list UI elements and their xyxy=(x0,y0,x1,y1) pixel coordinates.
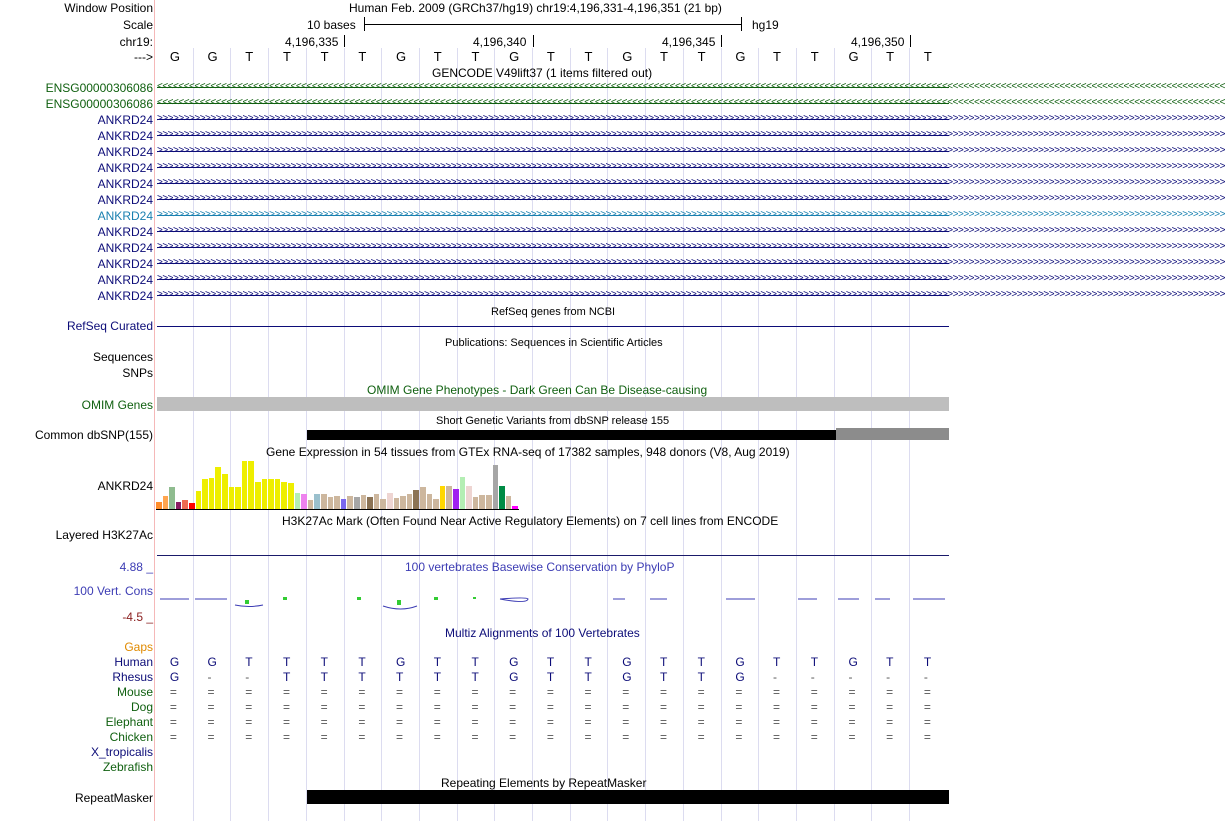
strand-arrows: <<<<<<<<<<<<<<<<<<<<<<<<<<<<<<<<<<<<<<<<<<<<<<<<<<<<<<<<<<<<<<<<<<<<<<<<<<<<<<<<<<<<<<<<<<<<<<<<<<<<<<<<<<<<<<<<<<<<<<<<<<<<<<<<<<<<<<<<<<<<<<<<<<<<<<<<<<<<<<<<<<<<<<<<<<<<<<<<<<<<<<<<<<<<<<<<<<<<<<<< xyxy=(157,97,1225,108)
aligned-base: = xyxy=(848,730,856,744)
gtex-tissue-bar[interactable] xyxy=(420,487,426,509)
conservation-mark xyxy=(357,597,361,600)
conservation-wiggle xyxy=(155,590,950,618)
strand-arrows: >>>>>>>>>>>>>>>>>>>>>>>>>>>>>>>>>>>>>>>>>>>>>>>>>>>>>>>>>>>>>>>>>>>>>>>>>>>>>>>>>>>>>>>>>>>>>>>>>>>>>>>>>>>>>>>>>>>>>>>>>>>>>>>>>>>>>>>>>>>>>>>>>>>>>>>>>>>>>>>>>>>>>>>>>>>>>>>>>>>>>>>>>>>>>>>>>>>>>>>> xyxy=(157,193,1225,204)
gtex-tissue-bar[interactable] xyxy=(407,494,413,509)
aligned-base: = xyxy=(245,685,253,699)
gencode-transcript-label[interactable]: ANKRD24 xyxy=(97,289,153,303)
assembly-position-text: Human Feb. 2009 (GRCh37/hg19) chr19:4,196,331-4,196,351 (21 bp) xyxy=(349,1,722,15)
conservation-min-label: -4.5 _ xyxy=(122,610,153,624)
position-tick-label: 4,196,340 xyxy=(473,35,527,49)
gencode-transcript-label[interactable]: ANKRD24 xyxy=(97,129,153,143)
strand-arrows: >>>>>>>>>>>>>>>>>>>>>>>>>>>>>>>>>>>>>>>>>>>>>>>>>>>>>>>>>>>>>>>>>>>>>>>>>>>>>>>>>>>>>>>>>>>>>>>>>>>>>>>>>>>>>>>>>>>>>>>>>>>>>>>>>>>>>>>>>>>>>>>>>>>>>>>>>>>>>>>>>>>>>>>>>>>>>>>>>>>>>>>>>>>>>>>>>>>>>>>> xyxy=(157,273,1225,284)
conservation-mark xyxy=(500,598,528,602)
sequence-base: T xyxy=(923,49,932,64)
gtex-tissue-bar[interactable] xyxy=(473,497,479,509)
aligned-base: = xyxy=(282,715,290,729)
aligned-base: = xyxy=(923,715,931,729)
aligned-base: = xyxy=(584,685,592,699)
strand-arrows: <<<<<<<<<<<<<<<<<<<<<<<<<<<<<<<<<<<<<<<<<<<<<<<<<<<<<<<<<<<<<<<<<<<<<<<<<<<<<<<<<<<<<<<<<<<<<<<<<<<<<<<<<<<<<<<<<<<<<<<<<<<<<<<<<<<<<<<<<<<<<<<<<<<<<<<<<<<<<<<<<<<<<<<<<<<<<<<<<<<<<<<<<<<<<<<<<<<<<<<< xyxy=(157,81,1225,92)
sequence-base: T xyxy=(245,49,254,64)
conservation-mark xyxy=(383,606,417,609)
position-tick xyxy=(344,35,345,47)
sequence-base: G xyxy=(848,49,859,64)
scale-bar xyxy=(364,24,741,25)
conservation-mark xyxy=(245,600,249,604)
aligned-base: = xyxy=(282,730,290,744)
aligned-base: = xyxy=(546,715,554,729)
aligned-base: G xyxy=(735,655,745,669)
aligned-base: = xyxy=(320,715,328,729)
aligned-base: G xyxy=(169,655,180,669)
gtex-tissue-bar[interactable] xyxy=(176,502,182,509)
aligned-base: = xyxy=(773,715,781,729)
strand-arrows: >>>>>>>>>>>>>>>>>>>>>>>>>>>>>>>>>>>>>>>>>>>>>>>>>>>>>>>>>>>>>>>>>>>>>>>>>>>>>>>>>>>>>>>>>>>>>>>>>>>>>>>>>>>>>>>>>>>>>>>>>>>>>>>>>>>>>>>>>>>>>>>>>>>>>>>>>>>>>>>>>>>>>>>>>>>>>>>>>>>>>>>>>>>>>>>>>>>>>>>> xyxy=(157,161,1225,172)
h3k27ac-track-label[interactable]: Layered H3K27Ac xyxy=(55,528,153,542)
conservation-max-label: 4.88 _ xyxy=(119,560,153,574)
gtex-tissue-bar[interactable] xyxy=(380,499,386,509)
aligned-base: = xyxy=(433,730,441,744)
aligned-base: - xyxy=(773,670,778,684)
gtex-tissue-bar[interactable] xyxy=(367,497,373,509)
aligned-base: = xyxy=(810,700,818,714)
dbsnp-track-label[interactable]: Common dbSNP(155) xyxy=(34,428,153,442)
gtex-tissue-bar[interactable] xyxy=(268,479,274,509)
aligned-base: = xyxy=(735,715,743,729)
aligned-base: = xyxy=(886,685,894,699)
aligned-base: T xyxy=(923,655,932,669)
aligned-base: = xyxy=(622,700,630,714)
scale-bar-right-tick xyxy=(741,17,742,31)
aligned-base: = xyxy=(245,730,253,744)
gtex-tissue-bar[interactable] xyxy=(387,493,393,509)
aligned-base: = xyxy=(810,730,818,744)
sequence-base: T xyxy=(320,49,329,64)
aligned-base: T xyxy=(886,655,894,669)
sequence-base: T xyxy=(471,49,480,64)
sequence-base: T xyxy=(659,49,668,64)
aligned-base: = xyxy=(735,685,743,699)
conservation-track-title: 100 vertebrates Basewise Conservation by PhyloP xyxy=(405,560,675,574)
aligned-base: = xyxy=(320,685,328,699)
gtex-tissue-bar[interactable] xyxy=(248,461,254,509)
aligned-base: = xyxy=(169,730,177,744)
gtex-tissue-bar[interactable] xyxy=(235,487,241,509)
aligned-base: = xyxy=(358,715,366,729)
sequence-base: T xyxy=(358,49,367,64)
aligned-base: = xyxy=(923,700,931,714)
aligned-base: = xyxy=(659,715,667,729)
sequence-base: G xyxy=(509,49,520,64)
aligned-base: T xyxy=(546,655,555,669)
strand-arrows: >>>>>>>>>>>>>>>>>>>>>>>>>>>>>>>>>>>>>>>>>>>>>>>>>>>>>>>>>>>>>>>>>>>>>>>>>>>>>>>>>>>>>>>>>>>>>>>>>>>>>>>>>>>>>>>>>>>>>>>>>>>>>>>>>>>>>>>>>>>>>>>>>>>>>>>>>>>>>>>>>>>>>>>>>>>>>>>>>>>>>>>>>>>>>>>>>>>>>>>> xyxy=(157,177,1225,188)
gtex-track-label[interactable]: ANKRD24 xyxy=(97,479,153,493)
db-label: hg19 xyxy=(752,18,779,32)
sequence-base: G xyxy=(207,49,218,64)
gtex-tissue-bar[interactable] xyxy=(433,499,439,509)
gtex-tissue-bar[interactable] xyxy=(301,494,307,509)
conservation-track-label[interactable]: 100 Vert. Cons xyxy=(73,584,153,598)
aligned-base: = xyxy=(396,685,404,699)
gtex-tissue-bar[interactable] xyxy=(400,496,406,509)
aligned-base: - xyxy=(848,670,853,684)
aligned-base: = xyxy=(433,715,441,729)
sequence-base: T xyxy=(773,49,781,64)
conservation-marks xyxy=(160,598,945,609)
aligned-base: G xyxy=(207,655,217,669)
aligned-base: = xyxy=(848,700,856,714)
position-tick xyxy=(533,35,534,47)
aligned-base: T xyxy=(471,670,479,684)
strand-arrows: >>>>>>>>>>>>>>>>>>>>>>>>>>>>>>>>>>>>>>>>>>>>>>>>>>>>>>>>>>>>>>>>>>>>>>>>>>>>>>>>>>>>>>>>>>>>>>>>>>>>>>>>>>>>>>>>>>>>>>>>>>>>>>>>>>>>>>>>>>>>>>>>>>>>>>>>>>>>>>>>>>>>>>>>>>>>>>>>>>>>>>>>>>>>>>>>>>>>>>>> xyxy=(157,257,1225,268)
gtex-baseline xyxy=(156,509,519,510)
aligned-base: T xyxy=(584,670,592,684)
gtex-tissue-bar[interactable] xyxy=(215,467,221,509)
position-tick-label: 4,196,335 xyxy=(285,35,339,49)
aligned-base: = xyxy=(848,685,856,699)
aligned-base: = xyxy=(358,685,366,699)
sequence-base: T xyxy=(886,49,895,64)
species-label[interactable]: Dog xyxy=(130,700,153,714)
aligned-base: = xyxy=(396,730,404,744)
aligned-base: = xyxy=(282,685,290,699)
aligned-base: = xyxy=(358,730,366,744)
conservation-mark xyxy=(283,597,287,600)
gencode-transcript-label[interactable]: ANKRD24 xyxy=(97,145,153,159)
aligned-base: = xyxy=(207,730,215,744)
aligned-base: = xyxy=(773,685,781,699)
sequence-base: T xyxy=(433,49,442,64)
aligned-base: T xyxy=(659,670,668,684)
omim-track-title: OMIM Gene Phenotypes - Dark Green Can Be Disease-causing xyxy=(367,383,708,397)
aligned-base: = xyxy=(169,700,177,714)
aligned-base: T xyxy=(320,670,328,684)
sequence-base: T xyxy=(546,49,555,64)
aligned-base: = xyxy=(697,715,705,729)
aligned-base: T xyxy=(697,655,705,669)
aligned-base: = xyxy=(735,700,743,714)
aligned-base: = xyxy=(433,685,441,699)
repeatmasker-element-bar xyxy=(307,790,949,804)
gtex-tissue-bar[interactable] xyxy=(308,500,314,509)
gtex-tissue-bar[interactable] xyxy=(453,489,459,509)
gencode-transcript-label[interactable]: ANKRD24 xyxy=(97,257,153,271)
aligned-base: = xyxy=(433,700,441,714)
gtex-tissue-bar[interactable] xyxy=(446,486,452,509)
strand-arrows: >>>>>>>>>>>>>>>>>>>>>>>>>>>>>>>>>>>>>>>>>>>>>>>>>>>>>>>>>>>>>>>>>>>>>>>>>>>>>>>>>>>>>>>>>>>>>>>>>>>>>>>>>>>>>>>>>>>>>>>>>>>>>>>>>>>>>>>>>>>>>>>>>>>>>>>>>>>>>>>>>>>>>>>>>>>>>>>>>>>>>>>>>>>>>>>>>>>>>>>> xyxy=(157,241,1225,252)
gencode-transcript-label[interactable]: ANKRD24 xyxy=(97,161,153,175)
gtex-tissue-bar[interactable] xyxy=(209,478,215,509)
dbsnp-track-title: Short Genetic Variants from dbSNP release 155 xyxy=(436,415,670,427)
sequence-base: T xyxy=(282,49,291,64)
aligned-base: = xyxy=(546,700,554,714)
position-tick xyxy=(721,35,722,47)
gtex-tissue-bar[interactable] xyxy=(347,496,353,509)
aligned-base: T xyxy=(659,655,668,669)
h3k27ac-baseline xyxy=(157,555,949,556)
aligned-base: = xyxy=(697,685,705,699)
snps-track-label[interactable]: SNPs xyxy=(122,366,153,380)
gtex-tissue-bar[interactable] xyxy=(182,500,188,509)
gencode-transcript-label[interactable]: ANKRD24 xyxy=(97,209,153,223)
gaps-label[interactable]: Gaps xyxy=(124,640,153,654)
multiz-track-title: Multiz Alignments of 100 Vertebrates xyxy=(445,626,640,640)
gencode-track-title: GENCODE V49lift37 (1 items filtered out) xyxy=(432,66,653,80)
aligned-base: = xyxy=(622,685,630,699)
sequence-base: T xyxy=(810,49,819,64)
gtex-tissue-bar[interactable] xyxy=(460,477,466,509)
gtex-tissue-bar[interactable] xyxy=(242,461,248,509)
aligned-base: = xyxy=(886,730,894,744)
aligned-base: = xyxy=(773,700,781,714)
aligned-base: = xyxy=(169,715,177,729)
species-label[interactable]: Chicken xyxy=(109,730,153,744)
gtex-tissue-bar[interactable] xyxy=(222,474,228,509)
sequence-base: G xyxy=(169,49,180,64)
species-label[interactable]: Mouse xyxy=(116,685,153,699)
conservation-mark xyxy=(235,605,263,607)
chrom-label: chr19: xyxy=(119,35,153,49)
gtex-track-title: Gene Expression in 54 tissues from GTEx RNA-seq of 17382 samples, 948 donors (V8, Aug 2019) xyxy=(266,445,790,459)
gtex-tissue-bar[interactable] xyxy=(486,495,492,509)
aligned-base: - xyxy=(923,670,928,684)
omim-track-bar xyxy=(157,397,949,411)
aligned-base: T xyxy=(358,655,366,669)
aligned-base: = xyxy=(245,700,253,714)
position-tick xyxy=(910,35,911,47)
aligned-base: = xyxy=(697,730,705,744)
repeatmasker-track-label[interactable]: RepeatMasker xyxy=(74,791,153,805)
aligned-base: T xyxy=(697,670,705,684)
refseq-track-line xyxy=(157,326,949,327)
aligned-base: = xyxy=(546,685,554,699)
aligned-base: = xyxy=(848,715,856,729)
species-label[interactable]: Human xyxy=(114,655,153,669)
strand-arrows: >>>>>>>>>>>>>>>>>>>>>>>>>>>>>>>>>>>>>>>>>>>>>>>>>>>>>>>>>>>>>>>>>>>>>>>>>>>>>>>>>>>>>>>>>>>>>>>>>>>>>>>>>>>>>>>>>>>>>>>>>>>>>>>>>>>>>>>>>>>>>>>>>>>>>>>>>>>>>>>>>>>>>>>>>>>>>>>>>>>>>>>>>>>>>>>>>>>>>>>> xyxy=(157,113,1225,124)
omim-track-label[interactable]: OMIM Genes xyxy=(81,398,153,412)
aligned-base: T xyxy=(320,655,328,669)
scale-label: Scale xyxy=(122,18,153,32)
gtex-tissue-bar[interactable] xyxy=(295,493,301,509)
conservation-mark xyxy=(397,600,401,605)
aligned-base: = xyxy=(886,700,894,714)
aligned-base: = xyxy=(659,685,667,699)
aligned-base: = xyxy=(471,685,479,699)
aligned-base: T xyxy=(358,670,366,684)
aligned-base: = xyxy=(584,700,592,714)
aligned-base: = xyxy=(735,730,743,744)
aligned-base: = xyxy=(886,715,894,729)
refseq-track-title: RefSeq genes from NCBI xyxy=(491,306,616,318)
position-tick-label: 4,196,350 xyxy=(851,35,905,49)
h3k27ac-track-title: H3K27Ac Mark (Often Found Near Active Regulatory Elements) on 7 cell lines from ENCODE xyxy=(282,514,779,528)
aligned-base: = xyxy=(471,700,479,714)
conservation-mark xyxy=(434,597,438,600)
gtex-tissue-bar[interactable] xyxy=(499,486,505,509)
gtex-tissue-bar[interactable] xyxy=(163,496,169,509)
gtex-tissue-bar[interactable] xyxy=(427,494,433,509)
aligned-base: = xyxy=(622,730,630,744)
gtex-tissue-bar[interactable] xyxy=(374,494,380,509)
scale-bar-label: 10 bases xyxy=(307,18,356,32)
species-label[interactable]: X_tropicalis xyxy=(90,745,153,759)
gencode-transcript-label[interactable]: ANKRD24 xyxy=(97,113,153,127)
aligned-base: T xyxy=(282,655,291,669)
aligned-base: - xyxy=(810,670,815,684)
aligned-base: = xyxy=(471,715,479,729)
gtex-tissue-bar[interactable] xyxy=(314,494,320,509)
aligned-base: T xyxy=(471,655,479,669)
gtex-tissue-bar[interactable] xyxy=(156,502,162,509)
aligned-base: = xyxy=(659,730,667,744)
strand-arrows: >>>>>>>>>>>>>>>>>>>>>>>>>>>>>>>>>>>>>>>>>>>>>>>>>>>>>>>>>>>>>>>>>>>>>>>>>>>>>>>>>>>>>>>>>>>>>>>>>>>>>>>>>>>>>>>>>>>>>>>>>>>>>>>>>>>>>>>>>>>>>>>>>>>>>>>>>>>>>>>>>>>>>>>>>>>>>>>>>>>>>>>>>>>>>>>>>>>>>>>> xyxy=(157,225,1225,236)
aligned-base: T xyxy=(546,670,555,684)
aligned-base: T xyxy=(282,670,291,684)
gencode-transcript-label[interactable]: ANKRD24 xyxy=(97,241,153,255)
aligned-base: = xyxy=(697,700,705,714)
aligned-base: G xyxy=(735,670,745,684)
sequence-base: G xyxy=(396,49,407,64)
gtex-tissue-bar[interactable] xyxy=(341,499,347,509)
aligned-base: T xyxy=(584,655,592,669)
gtex-tissue-bar[interactable] xyxy=(506,496,512,509)
aligned-base: = xyxy=(584,715,592,729)
gtex-tissue-bar[interactable] xyxy=(262,479,268,509)
aligned-base: = xyxy=(509,685,517,699)
aligned-base: = xyxy=(509,700,517,714)
aligned-base: = xyxy=(622,715,630,729)
aligned-base: T xyxy=(245,655,253,669)
aligned-base: T xyxy=(810,655,819,669)
aligned-base: G xyxy=(622,655,632,669)
gtex-tissue-bar[interactable] xyxy=(202,479,208,509)
aligned-base: = xyxy=(923,730,931,744)
scale-bar-left-tick xyxy=(364,17,365,31)
sequence-base: T xyxy=(697,49,706,64)
gtex-tissue-bar[interactable] xyxy=(413,490,419,509)
aligned-base: = xyxy=(169,685,177,699)
window-position-label: Window Position xyxy=(64,1,153,15)
aligned-base: = xyxy=(810,685,818,699)
aligned-base: = xyxy=(584,730,592,744)
gtex-tissue-bar[interactable] xyxy=(334,496,340,509)
refseq-track-label[interactable]: RefSeq Curated xyxy=(66,319,153,333)
aligned-base: = xyxy=(320,730,328,744)
gencode-transcript-label[interactable]: ANKRD24 xyxy=(97,225,153,239)
aligned-base: T xyxy=(433,670,442,684)
aligned-base: = xyxy=(207,700,215,714)
species-label[interactable]: Elephant xyxy=(105,715,153,729)
aligned-base: = xyxy=(546,730,554,744)
position-tick-label: 4,196,345 xyxy=(662,35,716,49)
strand-arrows: >>>>>>>>>>>>>>>>>>>>>>>>>>>>>>>>>>>>>>>>>>>>>>>>>>>>>>>>>>>>>>>>>>>>>>>>>>>>>>>>>>>>>>>>>>>>>>>>>>>>>>>>>>>>>>>>>>>>>>>>>>>>>>>>>>>>>>>>>>>>>>>>>>>>>>>>>>>>>>>>>>>>>>>>>>>>>>>>>>>>>>>>>>>>>>>>>>>>>>>> xyxy=(157,209,1225,220)
aligned-base: = xyxy=(923,685,931,699)
aligned-base: = xyxy=(471,730,479,744)
gtex-tissue-bar[interactable] xyxy=(328,497,334,509)
gtex-tissue-bar[interactable] xyxy=(394,498,400,509)
aligned-base: = xyxy=(282,700,290,714)
aligned-base: G xyxy=(169,670,180,684)
gtex-tissue-bar[interactable] xyxy=(361,495,367,509)
conservation-positive-marks xyxy=(245,597,476,605)
gtex-tissue-bar[interactable] xyxy=(479,495,485,509)
aligned-base: - xyxy=(207,670,212,684)
dbsnp-variant-bar-grey xyxy=(836,428,949,440)
aligned-base: G xyxy=(622,670,632,684)
strand-arrows: >>>>>>>>>>>>>>>>>>>>>>>>>>>>>>>>>>>>>>>>>>>>>>>>>>>>>>>>>>>>>>>>>>>>>>>>>>>>>>>>>>>>>>>>>>>>>>>>>>>>>>>>>>>>>>>>>>>>>>>>>>>>>>>>>>>>>>>>>>>>>>>>>>>>>>>>>>>>>>>>>>>>>>>>>>>>>>>>>>>>>>>>>>>>>>>>>>>>>>>> xyxy=(157,129,1225,140)
conservation-mark xyxy=(473,597,476,599)
aligned-base: = xyxy=(659,700,667,714)
aligned-base: = xyxy=(358,700,366,714)
aligned-base: T xyxy=(773,655,781,669)
gtex-tissue-bar[interactable] xyxy=(281,482,287,509)
gencode-transcript-label[interactable]: ENSG00000306086 xyxy=(45,81,153,95)
sequence-base: T xyxy=(584,49,593,64)
gencode-transcript-label[interactable]: ENSG00000306086 xyxy=(45,97,153,111)
aligned-base: T xyxy=(396,670,404,684)
strand-arrows: >>>>>>>>>>>>>>>>>>>>>>>>>>>>>>>>>>>>>>>>>>>>>>>>>>>>>>>>>>>>>>>>>>>>>>>>>>>>>>>>>>>>>>>>>>>>>>>>>>>>>>>>>>>>>>>>>>>>>>>>>>>>>>>>>>>>>>>>>>>>>>>>>>>>>>>>>>>>>>>>>>>>>>>>>>>>>>>>>>>>>>>>>>>>>>>>>>>>>>>> xyxy=(157,145,1225,156)
gtex-tissue-bar[interactable] xyxy=(440,486,446,509)
aligned-base: = xyxy=(509,730,517,744)
aligned-base: - xyxy=(886,670,891,684)
aligned-base: = xyxy=(207,685,215,699)
publications-track-title: Publications: Sequences in Scientific Articles xyxy=(445,337,663,349)
gencode-transcript-label[interactable]: ANKRD24 xyxy=(97,273,153,287)
strand-arrow-label: ---> xyxy=(134,50,153,64)
gtex-tissue-bar[interactable] xyxy=(288,483,294,509)
gtex-tissue-bar[interactable] xyxy=(493,465,499,509)
aligned-base: = xyxy=(396,700,404,714)
aligned-base: = xyxy=(509,715,517,729)
aligned-base: = xyxy=(207,715,215,729)
aligned-base: = xyxy=(320,700,328,714)
gtex-tissue-bar[interactable] xyxy=(229,487,235,509)
gtex-tissue-bar[interactable] xyxy=(275,479,281,509)
gtex-tissue-bar[interactable] xyxy=(255,482,261,509)
sequence-base: G xyxy=(735,49,746,64)
publications-track-label[interactable]: Sequences xyxy=(92,350,153,364)
aligned-base: G xyxy=(848,655,858,669)
gtex-tissue-bar[interactable] xyxy=(196,491,202,509)
aligned-base: = xyxy=(810,715,818,729)
species-label[interactable]: Rhesus xyxy=(112,670,153,684)
strand-arrows: >>>>>>>>>>>>>>>>>>>>>>>>>>>>>>>>>>>>>>>>>>>>>>>>>>>>>>>>>>>>>>>>>>>>>>>>>>>>>>>>>>>>>>>>>>>>>>>>>>>>>>>>>>>>>>>>>>>>>>>>>>>>>>>>>>>>>>>>>>>>>>>>>>>>>>>>>>>>>>>>>>>>>>>>>>>>>>>>>>>>>>>>>>>>>>>>>>>>>>>> xyxy=(157,289,1225,300)
image-left-border xyxy=(154,0,155,821)
gencode-transcript-label[interactable]: ANKRD24 xyxy=(97,177,153,191)
aligned-base: T xyxy=(433,655,442,669)
aligned-base: = xyxy=(396,715,404,729)
aligned-base: = xyxy=(245,715,253,729)
gtex-tissue-bar[interactable] xyxy=(169,487,175,509)
repeatmasker-track-title: Repeating Elements by RepeatMasker xyxy=(441,776,647,790)
gtex-tissue-bar[interactable] xyxy=(321,494,327,509)
aligned-base: G xyxy=(396,655,406,669)
aligned-base: - xyxy=(245,670,250,684)
gtex-tissue-bar[interactable] xyxy=(466,486,472,509)
gtex-tissue-bar[interactable] xyxy=(354,497,360,509)
gencode-transcript-label[interactable]: ANKRD24 xyxy=(97,193,153,207)
species-label[interactable]: Zebrafish xyxy=(102,760,153,774)
sequence-base: G xyxy=(622,49,633,64)
aligned-base: G xyxy=(509,670,519,684)
aligned-base: = xyxy=(773,730,781,744)
aligned-base: G xyxy=(509,655,519,669)
